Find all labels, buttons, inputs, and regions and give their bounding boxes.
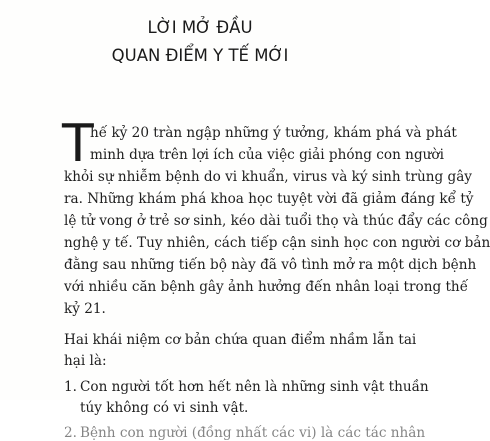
paragraph-line: hế kỷ 20 tràn ngập những ý tưởng, khám phá và phát	[90, 125, 457, 141]
paragraph-line: kỷ 21.	[64, 301, 106, 317]
list-item-line: Con người tốt hơn hết nên là những sinh vật thuần	[80, 379, 429, 395]
chapter-title: LỜI MỞ ĐẦU	[147, 18, 253, 37]
chapter-subtitle: QUAN ĐIỂM Y TẾ MỚI	[111, 46, 289, 65]
list-number: 2.	[64, 425, 77, 441]
paragraph-line: minh dựa trên lợi ích của việc giải phóng con người	[90, 147, 444, 163]
paragraph-line: đằng sau những tiến bộ này đã vô tình mở ra một dịch bệnh	[64, 257, 477, 273]
list-number: 1.	[64, 379, 77, 395]
paragraph-line: khỏi sự nhiễm bệnh do vi khuẩn, virus và ký sinh trùng gây	[64, 169, 472, 185]
drop-cap: T	[62, 114, 94, 174]
list-item-line: túy không có vi sinh vật.	[80, 400, 249, 416]
paragraph-line: nghệ y tế. Tuy nhiên, cách tiếp cận sinh học con người cơ bản	[64, 235, 490, 251]
paragraph-line: hại là:	[64, 353, 107, 369]
list-item-line: Bệnh con người (đồng nhất các vi) là các tác nhân	[80, 425, 426, 441]
paragraph-line: Hai khái niệm cơ bản chứa quan điểm nhầm lẫn tai	[64, 332, 417, 348]
paragraph-line: với nhiều căn bệnh gây ảnh hưởng đến nhân loại trong thế	[64, 279, 469, 295]
paragraph-line: ra. Những khám phá khoa học tuyệt vời đã giảm đáng kể tỷ	[64, 191, 474, 207]
paragraph-line: lệ tử vong ở trẻ sơ sinh, kéo dài tuổi thọ và thúc đẩy các công	[64, 213, 488, 229]
